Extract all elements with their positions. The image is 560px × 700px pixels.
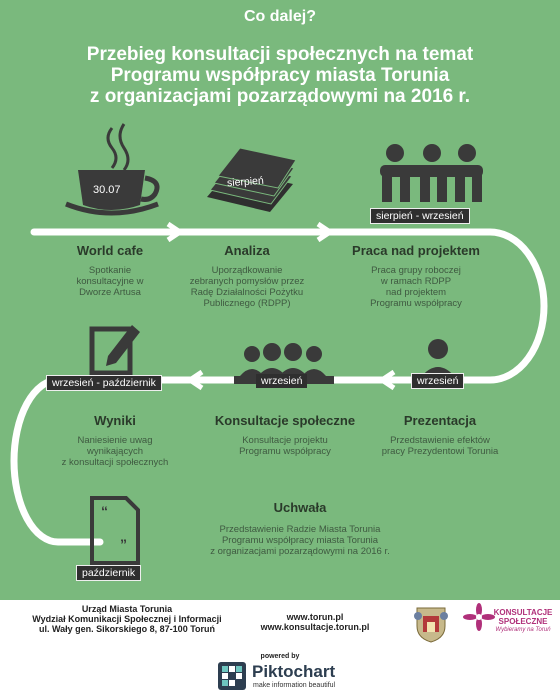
- desc-line: pracy Prezydentowi Torunia: [381, 446, 499, 457]
- date-badge-prezentacja: wrzesień: [411, 373, 464, 389]
- step-heading: Wyniki: [94, 413, 136, 428]
- desc-line: Programu współpracy: [239, 446, 331, 457]
- document-icon: [92, 498, 138, 563]
- svg-text:“: “: [101, 503, 108, 519]
- desc-line: Naniesienie uwag: [77, 435, 153, 446]
- date-badge-sierpien-wrzesien: sierpień - wrzesień: [370, 208, 470, 224]
- desc-line: Uporządkowanie: [211, 265, 283, 276]
- step-uchwala: [180, 500, 420, 557]
- page-title-line-2: Programu współpracy miasta Torunia: [110, 65, 450, 86]
- coat-of-arms-icon: [413, 604, 449, 644]
- step-heading: Prezentacja: [403, 413, 477, 428]
- step-analiza: [172, 243, 322, 309]
- step-description: [180, 524, 420, 557]
- step-prezentacja: [370, 413, 510, 457]
- desc-line: z organizacjami pozarządowymi na 2016 r.: [210, 546, 390, 557]
- step-description: [336, 265, 496, 309]
- logo-line: SPOŁECZNE: [498, 617, 548, 626]
- step-heading: Praca nad projektem: [352, 243, 480, 258]
- powered-by-label: powered by: [260, 653, 300, 660]
- piktochart-tagline: make information beautiful: [253, 682, 336, 689]
- desc-line: Spotkanie: [88, 265, 132, 276]
- svg-text:”: ”: [120, 536, 127, 552]
- footer: [0, 600, 560, 700]
- step-heading: Uchwała: [273, 500, 327, 515]
- date-badge-wyniki: wrzesień - październik: [46, 375, 162, 391]
- step-world-cafe: [40, 243, 180, 298]
- page-title-line-1: Przebieg konsultacji społecznych na temat: [86, 44, 474, 65]
- piktochart-brand: Piktochart: [252, 662, 336, 681]
- logo-tagline: Wybieramy na Toruń: [495, 627, 551, 633]
- date-badge-sierpien: sierpień: [226, 174, 265, 190]
- logo-line: KONSULTACJE: [493, 608, 553, 617]
- desc-line: Przedstawienie efektów: [390, 435, 490, 446]
- org-name: Urząd Miasta Torunia: [81, 604, 173, 614]
- desc-line: wynikających: [87, 446, 143, 457]
- date-badge-konsultacje: wrzesień: [256, 374, 307, 388]
- step-praca-nad-projektem: [336, 243, 496, 309]
- date-badge-uchwala: październik: [76, 565, 141, 581]
- page-title-line-3: z organizacjami pozarządowymi na 2016 r.: [89, 86, 471, 107]
- coffee-cup-icon: [66, 124, 158, 213]
- desc-line: Dworze Artusa: [79, 287, 141, 298]
- desc-line: w ramach RDPP: [380, 276, 452, 287]
- desc-line: Praca grupy roboczej: [371, 265, 461, 276]
- desc-line: Publicznego (RDPP): [203, 298, 291, 309]
- section-label: Co dalej?: [243, 8, 316, 25]
- step-heading: Konsultacje społeczne: [214, 413, 356, 428]
- step-heading: World cafe: [76, 243, 144, 258]
- step-wyniki: [50, 413, 180, 468]
- footer-address: [12, 604, 242, 634]
- desc-line: konsultacyjne w: [76, 276, 144, 287]
- step-description: [40, 265, 180, 298]
- desc-line: Konsultacje projektu: [242, 435, 328, 446]
- org-department: Wydział Komunikacji Społecznej i Informacji: [32, 614, 222, 624]
- desc-line: z konsultacji społecznych: [61, 457, 169, 468]
- step-description: [172, 265, 322, 309]
- desc-line: zebranych pomysłów przez: [189, 276, 305, 287]
- desc-line: Radę Działalności Pożytku: [190, 287, 304, 298]
- step-konsultacje-spoleczne: [205, 413, 365, 457]
- team-people-icon: [380, 144, 483, 202]
- org-street: ul. Wały gen. Sikorskiego 8, 87-100 Toruń: [38, 624, 216, 634]
- desc-line: Programu współpracy miasta Torunia: [221, 535, 379, 546]
- piktochart-logo-icon: [218, 662, 246, 690]
- konsultacje-logo-text: [488, 608, 558, 635]
- desc-line: Przedstawienie Radzie Miasta Torunia: [219, 524, 381, 535]
- link-torun[interactable]: www.torun.pl: [286, 612, 344, 622]
- step-description: [205, 435, 365, 457]
- footer-links: [250, 612, 380, 632]
- desc-line: Programu współpracy: [370, 298, 462, 309]
- step-description: [370, 435, 510, 457]
- date-badge-30-07: 30.07: [93, 184, 121, 196]
- link-konsultacje[interactable]: www.konsultacje.torun.pl: [260, 622, 370, 632]
- step-description: [50, 435, 180, 468]
- edit-document-icon: [92, 325, 140, 373]
- desc-line: nad projektem: [385, 287, 447, 298]
- step-heading: Analiza: [224, 243, 270, 258]
